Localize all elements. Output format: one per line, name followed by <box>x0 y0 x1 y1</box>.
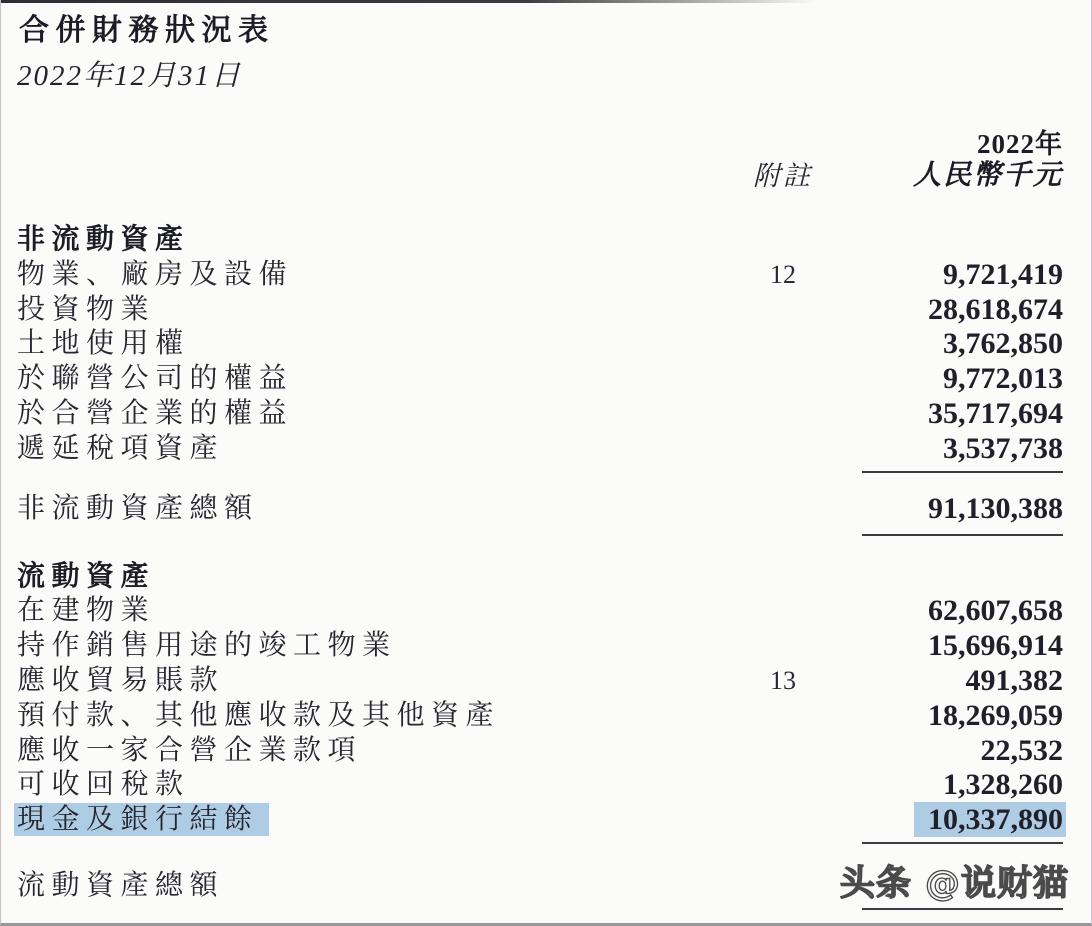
table-row <box>17 664 1063 699</box>
row-label <box>17 803 738 838</box>
row-note <box>738 327 828 362</box>
row-label: 物業、廠房及設備 <box>17 258 294 290</box>
row-value: 22,532 <box>980 733 1063 767</box>
page-top-edge <box>1 0 1091 3</box>
row-note <box>738 362 828 397</box>
row-note <box>738 803 828 838</box>
table-row <box>17 768 1063 803</box>
row-value: 18,269,059 <box>928 698 1063 732</box>
row-value: 9,721,419 <box>943 257 1063 291</box>
total-label: 流動資產總額 <box>17 869 225 901</box>
section-header-label: 非流動資產 <box>17 224 190 255</box>
row-note <box>738 768 828 803</box>
total-label: 非流動資產總額 <box>17 492 259 524</box>
highlighted-value: 10,337,890 <box>914 802 1066 837</box>
section-header-row <box>17 223 1063 258</box>
table-row <box>17 803 1063 838</box>
row-value: 3,762,850 <box>943 327 1063 361</box>
row-note <box>738 699 828 734</box>
row-value <box>828 803 1063 838</box>
row-note <box>738 734 828 769</box>
section-header-row <box>17 560 1063 595</box>
total-underline <box>862 908 1063 910</box>
section-header-value-cell <box>828 223 1063 258</box>
row-value: 491,382 <box>965 663 1063 697</box>
row-label: 於合營企業的權益 <box>17 397 294 429</box>
row-label: 遞延稅項資產 <box>17 432 225 464</box>
table-body <box>17 223 1063 910</box>
total-value: 91,130,388 <box>928 491 1063 525</box>
row-value: 1,328,260 <box>943 768 1063 802</box>
section-header-note-cell <box>738 560 828 595</box>
table-row <box>17 327 1063 362</box>
row-label: 投資物業 <box>17 293 156 325</box>
table-row <box>17 397 1063 432</box>
column-header-note: 附註 <box>753 161 813 191</box>
column-headers <box>17 159 1063 193</box>
row-label: 於聯營公司的權益 <box>17 363 294 395</box>
items-underline <box>862 842 1063 844</box>
row-label: 應收貿易賬款 <box>17 664 225 696</box>
statement-date: 2022年12月31日 <box>17 60 243 92</box>
row-value: 3,537,738 <box>943 431 1063 465</box>
table-row <box>17 734 1063 769</box>
row-value: 9,772,013 <box>943 362 1063 396</box>
table-row <box>17 362 1063 397</box>
row-label: 可收回稅款 <box>17 769 190 801</box>
table-row <box>17 432 1063 467</box>
row-note: 13 <box>770 665 796 695</box>
total-underline <box>862 534 1063 536</box>
section-header-value-cell <box>828 560 1063 595</box>
table-row <box>17 594 1063 629</box>
row-value: 62,607,658 <box>928 594 1063 628</box>
row-label: 持作銷售用途的竣工物業 <box>17 630 397 662</box>
row-note: 12 <box>770 259 796 289</box>
total-note-cell <box>738 491 828 527</box>
statement-title: 合併財務狀況表 <box>19 14 275 47</box>
highlighted-label: 現金及銀行結餘 <box>14 803 269 836</box>
total-row <box>17 491 1063 527</box>
column-header-currency: 人民幣千元 <box>912 160 1063 191</box>
table-row <box>17 258 1063 293</box>
row-note <box>738 397 828 432</box>
row-note <box>738 293 828 328</box>
table-row <box>17 699 1063 734</box>
row-value: 35,717,694 <box>928 396 1063 430</box>
row-label: 預付款、其他應收款及其他資產 <box>17 699 501 731</box>
row-label: 應收一家合營企業款項 <box>17 734 363 766</box>
row-note <box>738 629 828 664</box>
table-row <box>17 629 1063 664</box>
column-header-year: 2022年 <box>977 129 1063 159</box>
section-header-note-cell <box>738 223 828 258</box>
row-value: 15,696,914 <box>928 629 1063 663</box>
total-note-cell <box>738 868 828 904</box>
row-value: 28,618,674 <box>928 292 1063 326</box>
row-note <box>738 594 828 629</box>
row-label: 土地使用權 <box>17 328 190 360</box>
items-underline <box>862 471 1063 473</box>
column-header-spacer <box>17 159 738 193</box>
row-note <box>738 432 828 467</box>
table-row <box>17 293 1063 328</box>
watermark: 头条 @说财猫 <box>839 864 1069 904</box>
section-header-label: 流動資產 <box>17 560 156 592</box>
row-label: 在建物業 <box>17 595 156 627</box>
